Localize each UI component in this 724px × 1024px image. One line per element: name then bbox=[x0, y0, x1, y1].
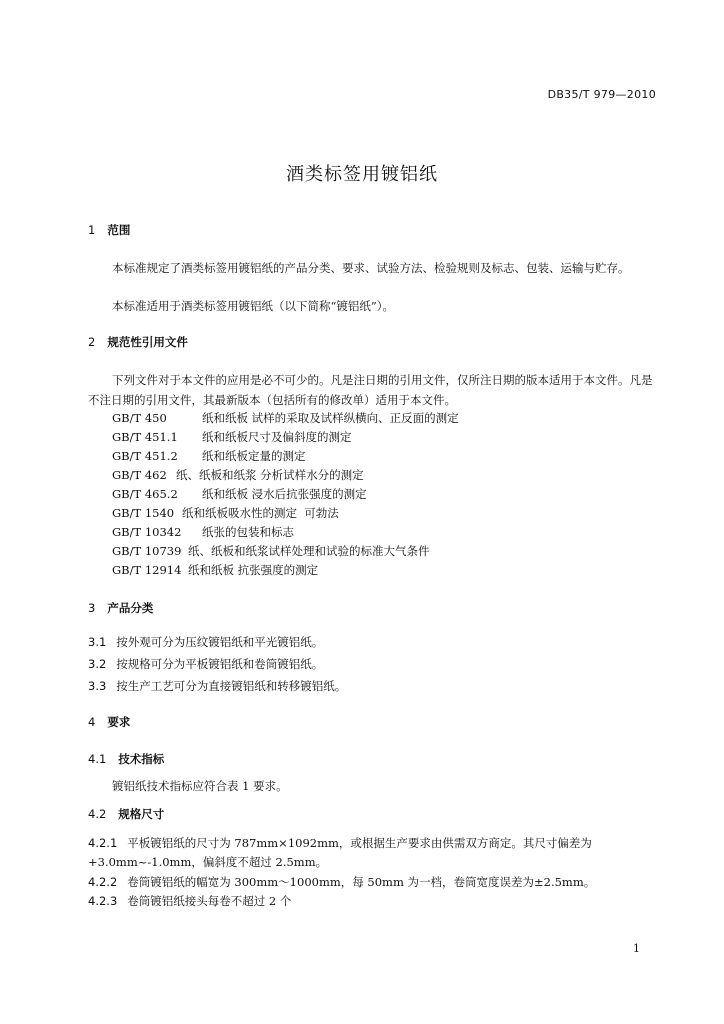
references-intro: 下列文件对于本文件的应用是必不可少的。凡是注日期的引用文件，仅所注日期的版本适用于本文件。凡是不注日期的引用文件，其最新版本（包括所有的修改单）适用于本文件。 bbox=[88, 373, 653, 407]
reference-title: 纸和纸板 浸水后抗张强度的测定 bbox=[202, 487, 367, 501]
section-title: 技术指标 bbox=[118, 752, 165, 766]
clause-item bbox=[88, 872, 595, 892]
reference-code: GB/T 12914 bbox=[112, 563, 182, 577]
section-title: 要求 bbox=[107, 715, 131, 729]
clause-text: 按规格可分为平板镀铝纸和卷筒镀铝纸。 bbox=[116, 657, 324, 671]
clause-continuation bbox=[88, 852, 327, 872]
clause-text: 卷筒镀铝纸接头每卷不超过 2 个 bbox=[127, 894, 292, 908]
reference-item bbox=[112, 427, 352, 447]
clause-item bbox=[88, 833, 592, 853]
clause-text: +3.0mm~-1.0mm，偏斜度不超过 2.5mm。 bbox=[88, 855, 328, 869]
subsection-heading-4-2 bbox=[88, 806, 164, 822]
section-title: 产品分类 bbox=[107, 601, 154, 615]
reference-title: 纸、纸板和纸浆试样处理和试验的标准大气条件 bbox=[188, 544, 430, 558]
reference-title: 纸和纸板吸水性的测定 可勃法 bbox=[182, 506, 339, 520]
reference-item bbox=[112, 484, 367, 504]
clause-number: 3.1 bbox=[88, 635, 107, 649]
clause-item bbox=[88, 676, 346, 696]
section-heading-4 bbox=[88, 714, 130, 730]
reference-title: 纸张的包装和标志 bbox=[202, 525, 294, 539]
reference-item bbox=[112, 408, 459, 428]
reference-item bbox=[112, 503, 339, 523]
clause-item bbox=[88, 891, 291, 911]
section-title: 规格尺寸 bbox=[118, 807, 165, 821]
reference-code: GB/T 450 bbox=[112, 411, 167, 425]
reference-item bbox=[112, 446, 306, 466]
page-number: 1 bbox=[633, 942, 640, 955]
reference-item bbox=[112, 560, 318, 580]
clause-text: 按外观可分为压纹镀铝纸和平光镀铝纸。 bbox=[116, 635, 324, 649]
section-title: 规范性引用文件 bbox=[107, 335, 188, 349]
section-number: 4 bbox=[88, 715, 96, 729]
clause-text: 卷筒镀铝纸的幅宽为 300mm～1000mm，每 50mm 为一档，卷筒宽度误差为±2.5mm。 bbox=[127, 875, 596, 889]
section-number: 3 bbox=[88, 601, 96, 615]
clause-number: 4.2.3 bbox=[88, 894, 118, 908]
clause-number: 3.3 bbox=[88, 679, 107, 693]
reference-code: GB/T 10739 bbox=[112, 544, 182, 558]
section-number: 4.2 bbox=[88, 807, 107, 821]
reference-code: GB/T 462 bbox=[112, 468, 167, 482]
subsection-heading-4-1 bbox=[88, 751, 164, 767]
tech-spec-paragraph: 镀铝纸技术指标应符合表 1 要求。 bbox=[112, 779, 288, 793]
reference-code: GB/T 1540 bbox=[112, 506, 175, 520]
clause-number: 3.2 bbox=[88, 657, 107, 671]
scope-paragraph-1: 本标准规定了酒类标签用镀铝纸的产品分类、要求、试验方法、检验规则及标志、包装、运输与贮存。 bbox=[112, 261, 630, 275]
reference-title: 纸和纸板定量的测定 bbox=[202, 449, 306, 463]
clause-number: 4.2.2 bbox=[88, 875, 118, 889]
clause-text: 平板镀铝纸的尺寸为 787mm×1092mm，或根据生产要求由供需双方商定。其尺寸偏差为 bbox=[127, 836, 592, 850]
reference-code: GB/T 451.2 bbox=[112, 449, 178, 463]
reference-item bbox=[112, 522, 294, 542]
section-number: 4.1 bbox=[88, 752, 107, 766]
reference-title: 纸和纸板尺寸及偏斜度的测定 bbox=[202, 430, 352, 444]
reference-title: 纸、纸板和纸浆 分析试样水分的测定 bbox=[176, 468, 364, 482]
section-number: 2 bbox=[88, 335, 96, 349]
section-heading-1 bbox=[88, 222, 130, 238]
clause-text: 按生产工艺可分为直接镀铝纸和转移镀铝纸。 bbox=[116, 679, 347, 693]
clause-item bbox=[88, 654, 323, 674]
section-heading-3 bbox=[88, 600, 153, 616]
section-heading-2 bbox=[88, 334, 188, 350]
document-title: 酒类标签用镀铝纸 bbox=[286, 164, 438, 185]
clause-number: 4.2.1 bbox=[88, 836, 118, 850]
section-title: 范围 bbox=[107, 223, 131, 237]
reference-title: 纸和纸板 试样的采取及试样纵横向、正反面的测定 bbox=[202, 411, 459, 425]
reference-title: 纸和纸板 抗张强度的测定 bbox=[188, 563, 319, 577]
reference-item bbox=[112, 465, 364, 485]
clause-item bbox=[88, 632, 323, 652]
reference-code: GB/T 10342 bbox=[112, 525, 182, 539]
reference-item bbox=[112, 541, 430, 561]
reference-code: GB/T 465.2 bbox=[112, 487, 178, 501]
scope-paragraph-2: 本标准适用于酒类标签用镀铝纸（以下简称“镀铝纸”）。 bbox=[112, 299, 395, 313]
section-number: 1 bbox=[88, 223, 96, 237]
standard-code: DB35/T 979—2010 bbox=[547, 88, 656, 101]
reference-code: GB/T 451.1 bbox=[112, 430, 178, 444]
